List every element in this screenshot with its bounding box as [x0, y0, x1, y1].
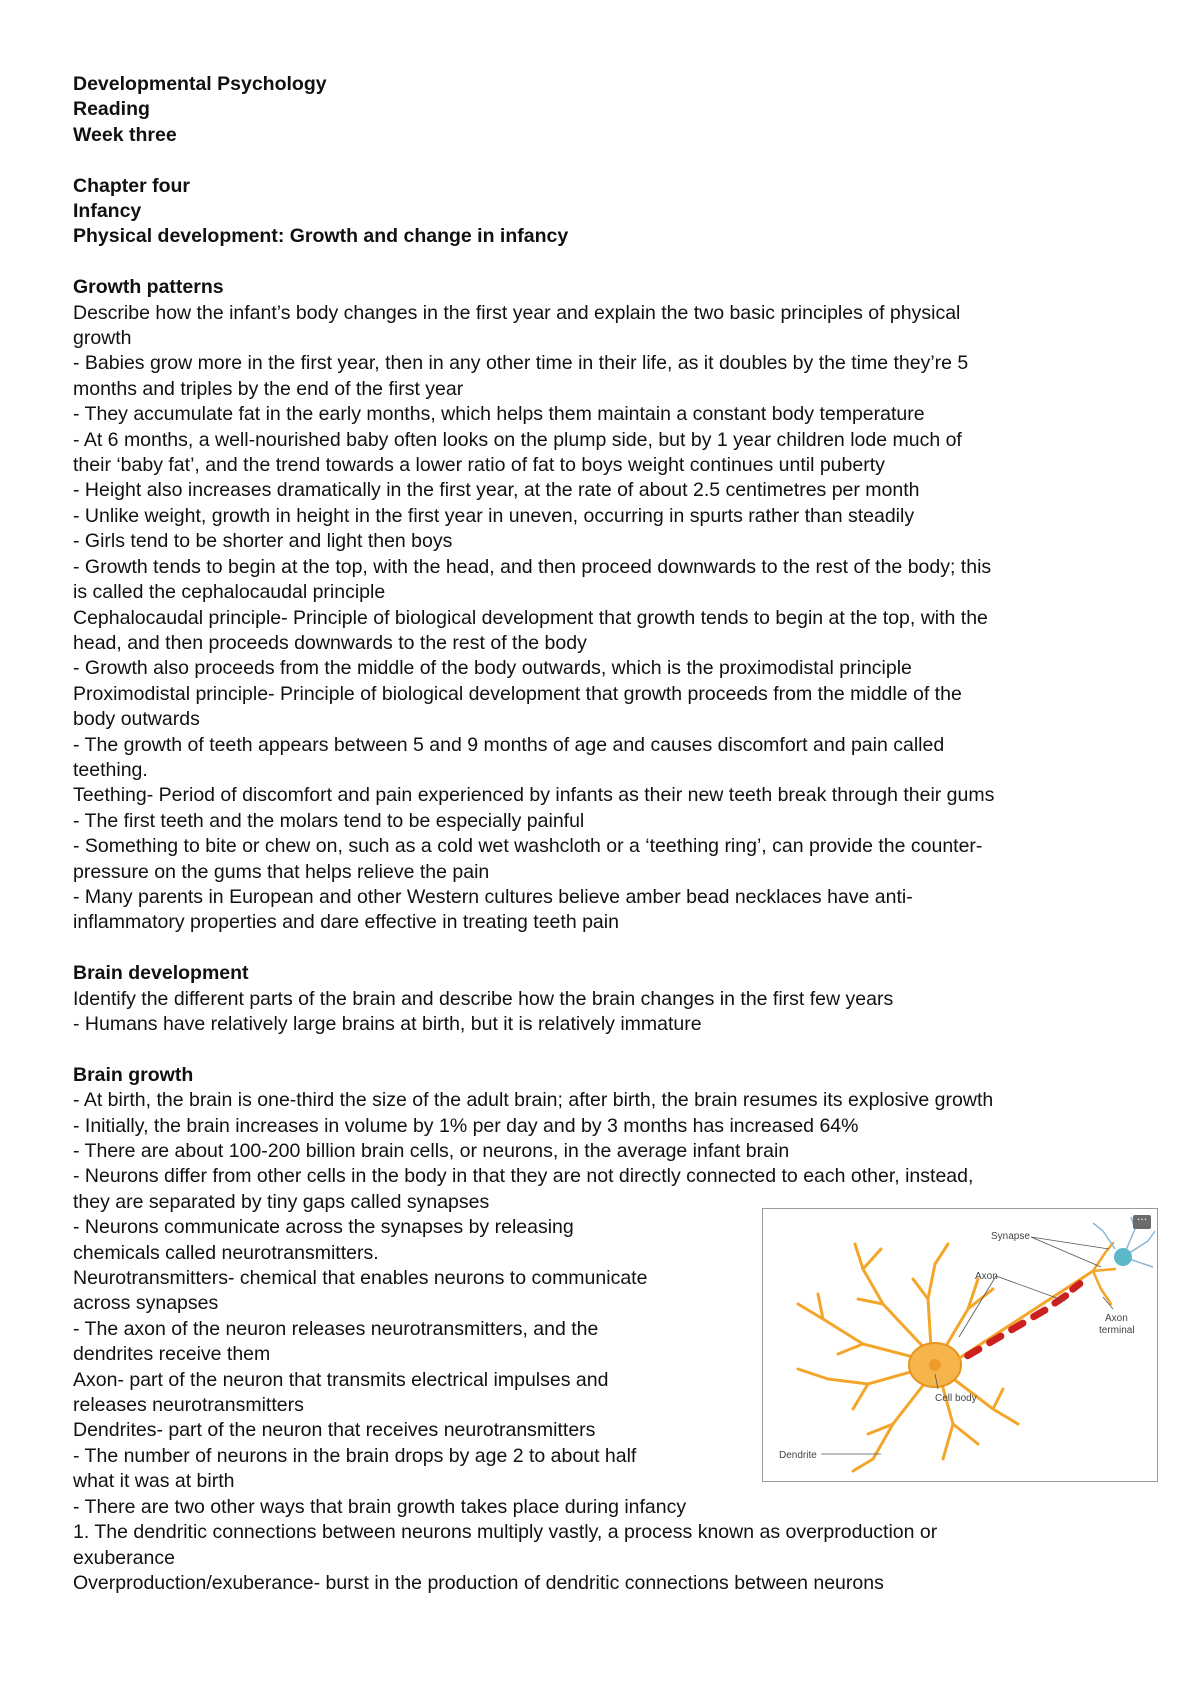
label-cell-body: Cell body [935, 1393, 977, 1404]
text-line: - The axon of the neuron releases neurotransmitters, and the [73, 1317, 599, 1340]
text-line: pressure on the gums that helps relieve the pain [73, 860, 490, 883]
label-dendrite: Dendrite [779, 1450, 817, 1461]
text-line: is called the cephalocaudal principle [73, 581, 386, 604]
text-line: - There are two other ways that brain growth takes place during infancy [73, 1495, 687, 1518]
text-line: Teething- Period of discomfort and pain experienced by infants as their new teeth break through their gums [73, 784, 995, 807]
label-axon-terminal: terminal [1099, 1325, 1135, 1336]
text-line: Cephalocaudal principle- Principle of biological development that growth tends to begin at the top, with the [73, 606, 988, 629]
axon-terminal [1093, 1243, 1115, 1304]
text-line: exuberance [73, 1546, 175, 1569]
text-line: Axon- part of the neuron that transmits electrical impulses and [73, 1368, 609, 1391]
text-line: - There are about 100-200 billion brain cells, or neurons, in the average infant brain [73, 1140, 790, 1162]
text-line: growth [73, 327, 132, 350]
doc-type: Reading [73, 98, 150, 121]
text-line: what it was at birth [73, 1470, 235, 1493]
growth-patterns-body [73, 301, 1163, 936]
neuron-diagram [763, 1209, 1157, 1481]
text-line: - Growth also proceeds from the middle of the body outwards, which is the proximodistal principle [73, 657, 912, 680]
text-line: Describe how the infant’s body changes in the first year and explain the two basic principles of physical [73, 301, 961, 324]
text-line: - Girls tend to be shorter and light then boys [73, 530, 453, 553]
growth-patterns-heading: Growth patterns [73, 276, 224, 299]
label-synapse: Synapse [991, 1231, 1030, 1242]
text-line: - The number of neurons in the brain drops by age 2 to about half [73, 1444, 637, 1467]
text-line: - Neurons differ from other cells in the body in that they are not directly connected to each other, instead, [73, 1165, 974, 1188]
label-axon-terminal: Axon [1105, 1313, 1128, 1324]
text-line: they are separated by tiny gaps called synapses [73, 1190, 490, 1213]
text-line: Neurotransmitters- chemical that enables neurons to communicate [73, 1267, 648, 1290]
text-line: 1. The dendritic connections between neurons multiply vastly, a process known as overproduction or [73, 1521, 938, 1544]
text-line: dendrites receive them [73, 1343, 271, 1366]
text-line: Proximodistal principle- Principle of biological development that growth proceeds from the middle of the [73, 682, 962, 705]
text-line: months and triples by the end of the first year [73, 377, 464, 400]
text-line: teething. [73, 758, 148, 781]
text-line: - They accumulate fat in the early months, which helps them maintain a constant body temperature [73, 403, 925, 426]
course-title: Developmental Psychology [73, 73, 327, 95]
text-line: - At 6 months, a well-nourished baby often looks on the plump side, but by 1 year children lode much of [73, 428, 962, 451]
text-line: head, and then proceeds downwards to the rest of the body [73, 631, 587, 654]
text-line: - Many parents in European and other Western cultures believe amber bead necklaces have anti- [73, 885, 913, 908]
axon [958, 1271, 1093, 1360]
text-line: Overproduction/exuberance- burst in the production of dendritic connections between neurons [73, 1571, 884, 1594]
label-axon: Axon [975, 1271, 998, 1282]
text-line: - Something to bite or chew on, such as a cold wet washcloth or a ‘teething ring’, can provide the counter- [73, 835, 983, 858]
text-line: - Initially, the brain increases in volume by 1% per day and by 3 months has increased 64% [73, 1114, 859, 1137]
chapter-title: Infancy [73, 200, 142, 223]
chapter-number: Chapter four [73, 174, 190, 197]
text-line: chemicals called neurotransmitters. [73, 1241, 379, 1264]
text-line: their ‘baby fat’, and the trend towards a lower ratio of fat to boys weight continues until puberty [73, 454, 885, 477]
more-options-icon[interactable]: ··· [1133, 1215, 1151, 1229]
text-line: across synapses [73, 1292, 219, 1315]
section-title: Physical development: Growth and change in infancy [73, 225, 569, 248]
week-label: Week three [73, 123, 177, 146]
text-line: - Babies grow more in the first year, then in any other time in their life, as it doubles by the time they’re 5 [73, 352, 969, 375]
brain-development-heading: Brain development [73, 962, 249, 985]
text-line: body outwards [73, 708, 200, 731]
text-line: Identify the different parts of the brain and describe how the brain changes in the first few years [73, 987, 894, 1010]
text-line: inflammatory properties and dare effective in treating teeth pain [73, 911, 619, 934]
text-line: - Humans have relatively large brains at birth, but it is relatively immature [73, 1012, 702, 1035]
text-line: releases neurotransmitters [73, 1394, 304, 1417]
brain-development-body [73, 987, 1163, 1038]
brain-growth-heading: Brain growth [73, 1063, 194, 1086]
text-line: - The first teeth and the molars tend to be especially painful [73, 809, 585, 832]
text-line: - Unlike weight, growth in height in the first year in uneven, occurring in spurts rather than steadily [73, 504, 915, 527]
text-line: - The growth of teeth appears between 5 and 9 months of age and causes discomfort and pain called [73, 733, 945, 756]
text-line: - Height also increases dramatically in the first year, at the rate of about 2.5 centimetres per month [73, 479, 920, 502]
text-line: - Growth tends to begin at the top, with the head, and then proceed downwards to the rest of the body; this [73, 555, 992, 578]
text-line: - At birth, the brain is one-third the size of the adult brain; after birth, the brain resumes its explosive growth [73, 1089, 994, 1112]
neuron-diagram-figure [762, 1208, 1158, 1482]
text-line: Dendrites- part of the neuron that receives neurotransmitters [73, 1419, 596, 1442]
text-line: - Neurons communicate across the synapses by releasing [73, 1216, 574, 1239]
